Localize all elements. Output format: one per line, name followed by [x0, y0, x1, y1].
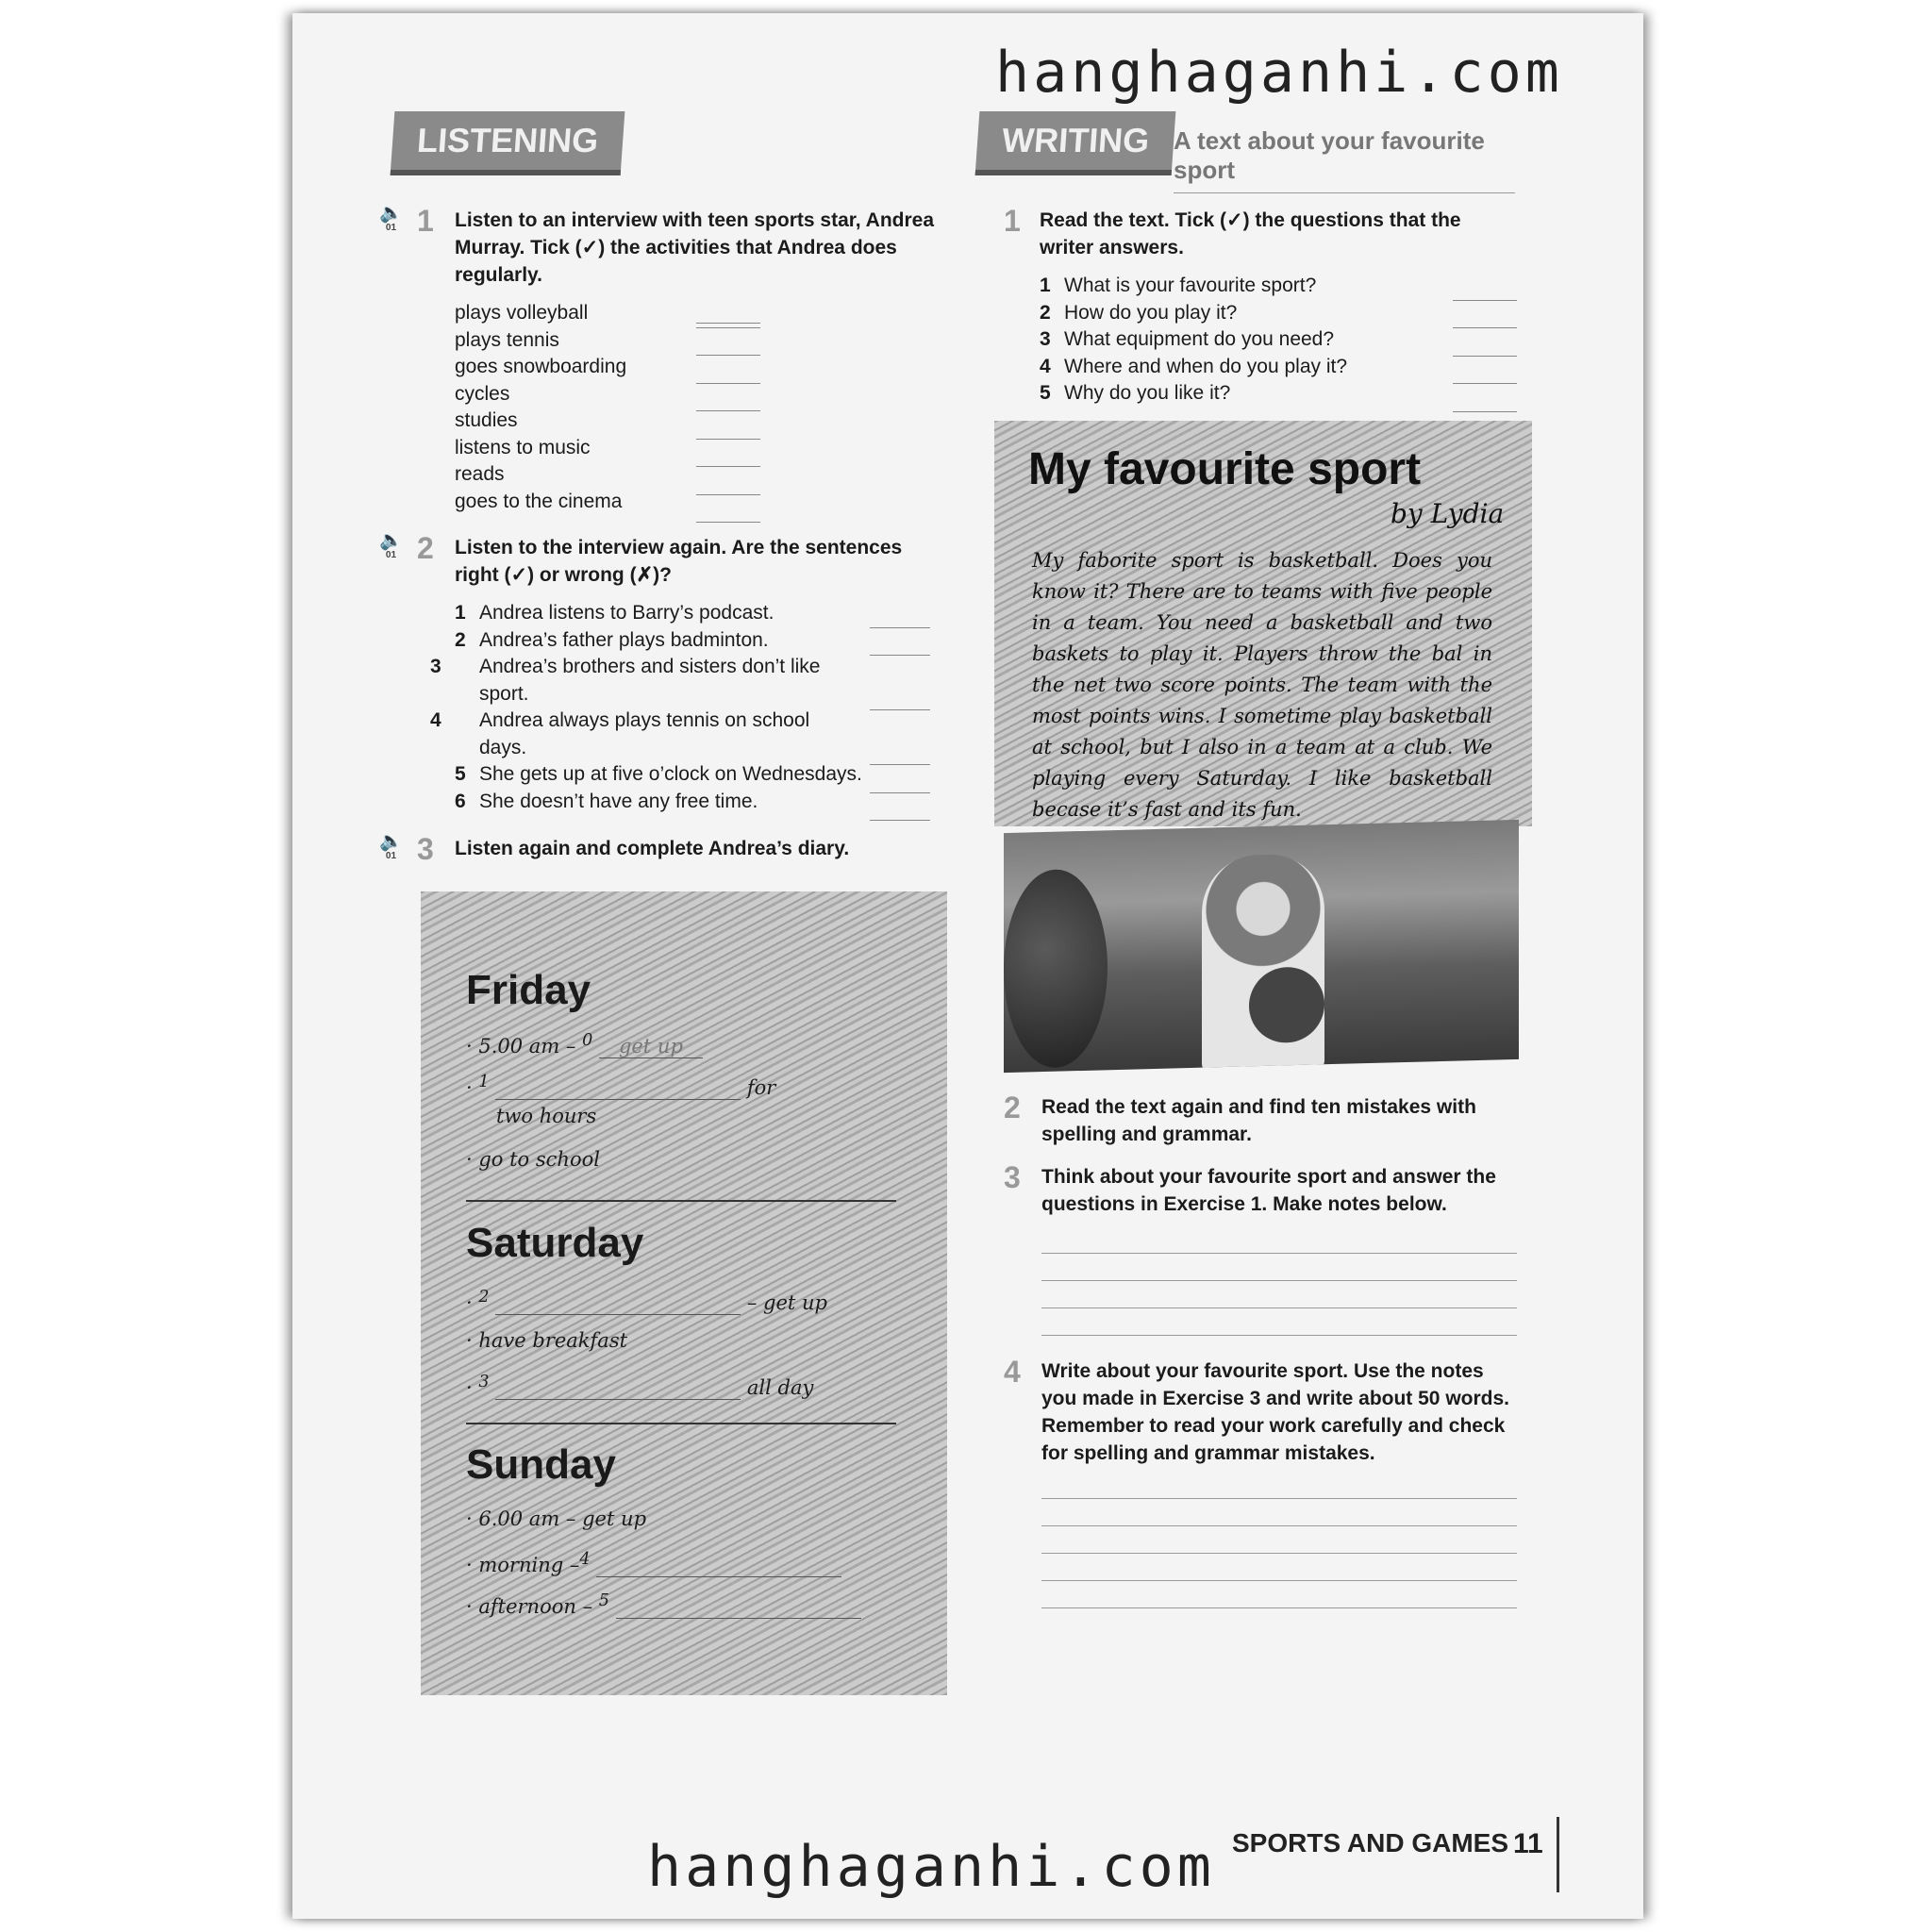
writing-line[interactable] [1041, 1581, 1517, 1608]
tick-blank[interactable] [696, 300, 760, 328]
diary-sunday-title: Sunday [466, 1441, 616, 1488]
text-box-title: My favourite sport [1028, 444, 1422, 494]
diary-answer-blank[interactable] [495, 1076, 741, 1100]
tick-blank[interactable] [696, 328, 760, 357]
tick-blank[interactable] [696, 411, 760, 440]
writing-line[interactable] [1041, 1526, 1517, 1554]
diary-answer-blank[interactable] [616, 1595, 861, 1619]
list-item: reads [455, 463, 505, 485]
diary-row: · afternoon – $^5$ [466, 1591, 861, 1619]
writing-questions-list [1040, 273, 1379, 408]
writing-line[interactable] [1041, 1308, 1517, 1336]
writing-ex3-number: 3 [1004, 1160, 1021, 1194]
list-item: 2 Andrea’s father plays badminton. [455, 628, 769, 651]
list-item: 5 Why do you like it? [1040, 382, 1231, 404]
listening-ex2-instruction: Listen to the interview again. Are the sentences right (✓) or wrong (✗)? [455, 537, 903, 586]
writing-line[interactable] [1041, 1472, 1517, 1499]
writing-line[interactable] [1041, 1554, 1517, 1581]
diary-row: · 6.00 am – get up [466, 1507, 647, 1530]
page-number: 11 [1513, 1828, 1543, 1859]
diary-answer-blank[interactable] [495, 1291, 741, 1315]
watermark-top: hanghaganhi.com [995, 40, 1563, 106]
tick-blank[interactable] [1453, 384, 1517, 412]
diary-saturday-title: Saturday [466, 1220, 644, 1266]
list-item: goes snowboarding [455, 356, 627, 377]
answer-blank[interactable] [870, 600, 930, 628]
tick-blank[interactable] [1453, 301, 1517, 329]
list-item: 3 What equipment do you need? [1040, 328, 1335, 350]
activities-tick-blanks [696, 300, 760, 523]
answer-blank[interactable] [870, 765, 930, 793]
writing-tick-blanks [1453, 273, 1517, 412]
listening-ex1-number: 1 [417, 204, 434, 238]
notes-lines[interactable] [1041, 1226, 1517, 1336]
divider [466, 1423, 896, 1424]
audio-speaker-icon[interactable]: 🔈 01 [379, 203, 403, 233]
list-item: 3 Andrea’s brothers and sisters don’t like sport. [430, 656, 821, 705]
tick-blank[interactable] [1453, 273, 1517, 301]
list-item: studies [455, 409, 518, 431]
writing-ex4-number: 4 [1004, 1355, 1021, 1389]
list-item: 1 Andrea listens to Barry’s podcast. [455, 602, 774, 624]
diary-row: · $^2$ – get up [466, 1288, 828, 1314]
writing-ex4-instruction: Write about your favourite sport. Use the notes you made in Exercise 3 and write about 50 words. Remember to read your work carefully and check for spelling and grammar mistakes. [1041, 1360, 1509, 1464]
list-item: 4 Andrea always plays tennis on school days. [430, 709, 810, 758]
writing-line[interactable] [1041, 1254, 1517, 1281]
list-item: plays tennis [455, 328, 559, 351]
writing-line[interactable] [1041, 1281, 1517, 1308]
diary-row: · $^3$ all day [466, 1373, 814, 1399]
list-item: goes to the cinema [455, 490, 623, 512]
writing-ex3-instruction: Think about your favourite sport and answer the questions in Exercise 1. Make notes below. [1041, 1166, 1496, 1215]
watermark-bottom: hanghaganhi.com [647, 1834, 1215, 1900]
diary-row: · go to school [466, 1148, 600, 1171]
diary-answer-blank[interactable] [596, 1554, 841, 1577]
diary-friday-title: Friday [466, 967, 591, 1013]
sentences-list [430, 600, 926, 815]
writing-ex2-instruction: Read the text again and find ten mistakes with spelling and grammar. [1041, 1096, 1476, 1145]
tick-blank[interactable] [696, 356, 760, 384]
footer-rule [1557, 1817, 1559, 1892]
answer-blank[interactable] [870, 793, 930, 822]
diary-row: two hours [496, 1105, 597, 1127]
writing-ex1-number: 1 [1004, 204, 1021, 238]
list-item: 6 She doesn’t have any free time. [455, 790, 758, 812]
basketball-icon [1004, 868, 1108, 1069]
tick-blank[interactable] [1453, 328, 1517, 357]
list-item: cycles [455, 382, 510, 405]
diary-row: · morning –$^4$ [466, 1550, 841, 1577]
listening-ex1-instruction: Listen to an interview with teen sports star, Andrea Murray. Tick (✓) the activities that Andrea does regularly. [455, 209, 934, 286]
right-wrong-blanks [870, 600, 930, 821]
text-box-body: My faborite sport is basketball. Does you know it? There are to teams with five people in a team. You need a basketball and two baskets to play it. Players throw the bal in the net two score points. The team with the most points wins. I sometime play basketball at school, but I also in a team at a club. We playing every Saturday. I like basketball becase it’s fast and its fun. [1032, 549, 1492, 821]
list-item: 2 How do you play it? [1040, 301, 1238, 324]
answer-blank[interactable] [870, 656, 930, 710]
diary-row: · have breakfast [466, 1329, 628, 1352]
example-answer: get up [599, 1035, 703, 1058]
list-item: listens to music [455, 436, 591, 458]
writing-line[interactable] [1041, 1499, 1517, 1526]
tick-blank[interactable] [696, 440, 760, 468]
tick-blank[interactable] [696, 384, 760, 412]
list-item: plays volleyball [455, 300, 766, 327]
writing-subtitle: A text about your favourite sport [1174, 126, 1515, 193]
diary-row: · 5.00 am – $^0$ get up [466, 1031, 703, 1058]
list-item: 4 Where and when do you play it? [1040, 355, 1348, 377]
audio-speaker-icon[interactable]: 🔈 01 [379, 831, 403, 861]
player-figure [1202, 853, 1324, 1073]
audio-speaker-icon[interactable]: 🔈 01 [379, 530, 403, 560]
writing-ex2-number: 2 [1004, 1091, 1021, 1124]
listening-ex3-number: 3 [417, 832, 434, 866]
list-item: 5 She gets up at five o’clock on Wednesdays. [455, 763, 862, 785]
answer-blank[interactable] [870, 628, 930, 657]
tick-blank[interactable] [1453, 357, 1517, 385]
divider [466, 1200, 896, 1202]
listening-ex3-instruction: Listen again and complete Andrea’s diary. [455, 838, 850, 859]
answer-blank[interactable] [870, 710, 930, 765]
tick-blank[interactable] [696, 495, 760, 524]
writing-ex1-instruction: Read the text. Tick (✓) the questions that the writer answers. [1040, 209, 1461, 258]
listening-banner: LISTENING [391, 111, 625, 175]
footer-section: SPORTS AND GAMES [1232, 1828, 1508, 1857]
text-box-author: by Lydia [1391, 498, 1505, 529]
list-item: 1 What is your favourite sport? [1040, 275, 1317, 296]
diary-row: · $^1$ for [466, 1073, 776, 1099]
diary-answer-blank[interactable] [495, 1376, 741, 1400]
writing-line[interactable] [1041, 1226, 1517, 1254]
writing-lines[interactable] [1041, 1472, 1517, 1608]
basketball-photo [1004, 820, 1519, 1073]
listening-ex2-number: 2 [417, 531, 434, 565]
diary-content [421, 891, 947, 1695]
tick-blank[interactable] [696, 467, 760, 495]
writing-banner: WRITING [975, 111, 1176, 175]
